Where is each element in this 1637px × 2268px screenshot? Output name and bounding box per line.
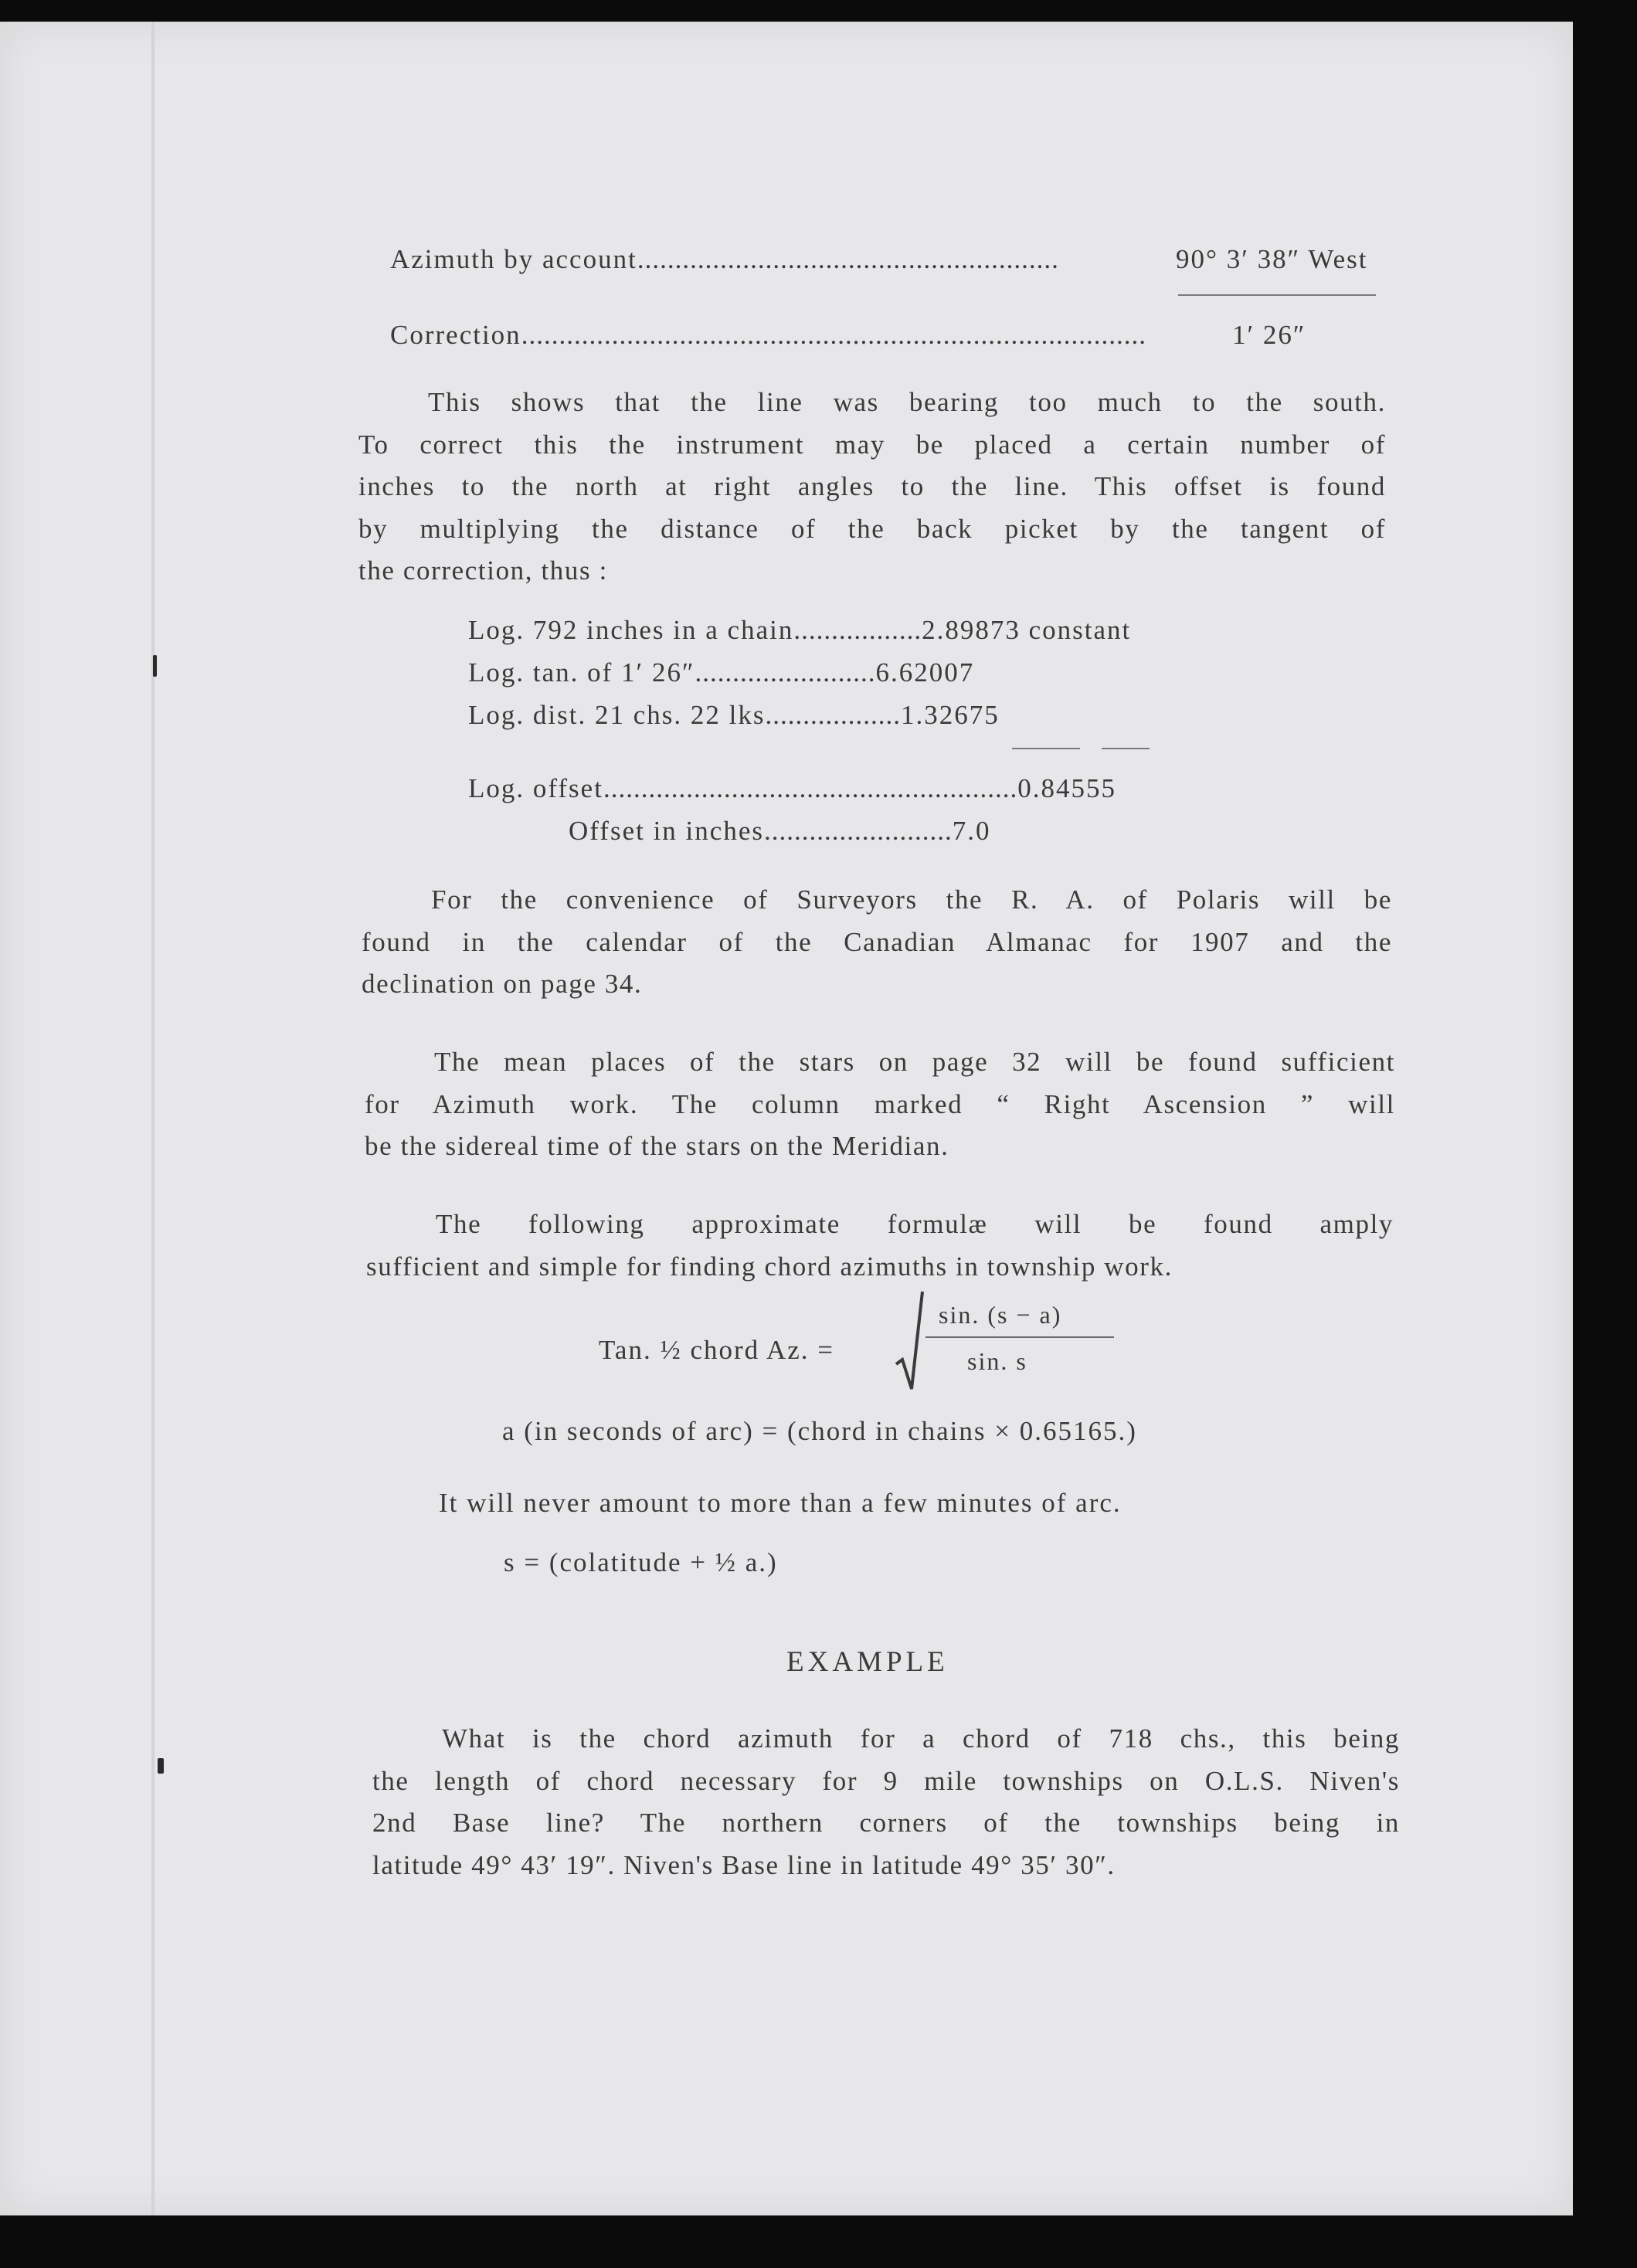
- paragraph-line: For the convenience of Surveyors the R. A. of Polaris will be: [431, 884, 1392, 915]
- correction-label: Correction: [390, 320, 521, 350]
- paragraph-line: The following approximate formulæ will be found amply: [436, 1209, 1394, 1239]
- azimuth-label: Azimuth by account: [390, 244, 637, 274]
- log-row-dots: ........................: [695, 657, 876, 688]
- paragraph-line: 2nd Base line? The northern corners of the townships being in: [372, 1808, 1400, 1838]
- formula-note: It will never amount to more than a few minutes of arc.: [439, 1488, 1122, 1518]
- formula-lhs: Tan. ½ chord Az. =: [599, 1335, 835, 1365]
- book-page: [0, 22, 1573, 2215]
- log-row-value: 2.89873 constant: [922, 615, 1132, 645]
- offset-inches-label: Offset in inches: [569, 816, 764, 846]
- paragraph-line: by multiplying the distance of the back picket by the tangent of: [358, 513, 1386, 544]
- formula-denominator: sin. s: [967, 1347, 1027, 1375]
- paragraph-line: declination on page 34.: [362, 969, 643, 999]
- margin-speck: [158, 1758, 164, 1774]
- example-heading: EXAMPLE: [786, 1646, 949, 1678]
- sum-rule-right: [1102, 748, 1150, 749]
- formula-numerator: sin. (s − a): [939, 1301, 1062, 1329]
- fraction-bar: [925, 1336, 1114, 1338]
- log-row-label: Log. 792 inches in a chain: [468, 615, 794, 645]
- log-row: [468, 659, 974, 686]
- correction-dots: ...................................................................................: [521, 320, 1146, 350]
- margin-speck: [153, 655, 157, 677]
- log-row-dots: ..................: [765, 700, 901, 730]
- paragraph-line: To correct this the instrument may be placed a certain number of: [358, 429, 1386, 460]
- paragraph-line: The mean places of the stars on page 32 will be found sufficient: [434, 1047, 1395, 1077]
- log-offset-label: Log. offset: [468, 773, 603, 803]
- correction-line: [390, 321, 1146, 348]
- paragraph-formulae: [366, 1204, 1394, 1288]
- paragraph-line: the correction, thus :: [358, 555, 608, 586]
- page-fold: [151, 22, 155, 2215]
- example-paragraph: [372, 1718, 1400, 1886]
- log-row-value: 1.32675: [900, 700, 1000, 730]
- paragraph-line: be the sidereal time of the stars on the Meridian.: [365, 1131, 949, 1161]
- paragraph-line: sufficient and simple for finding chord azimuths in township work.: [366, 1251, 1173, 1282]
- paragraph-offset: [358, 382, 1386, 592]
- log-offset-dots: .......................................................: [603, 773, 1018, 803]
- paragraph-line: inches to the north at right angles to the line. This offset is found: [358, 471, 1386, 501]
- offset-inches-dots: .........................: [763, 816, 953, 846]
- log-offset-value: 0.84555: [1017, 773, 1116, 803]
- paragraph-polaris: [362, 879, 1392, 1006]
- log-row: [468, 701, 1000, 728]
- paragraph-line: This shows that the line was bearing too much to the south.: [428, 387, 1386, 417]
- paragraph-mean-places: [365, 1041, 1395, 1168]
- log-row-label: Log. dist. 21 chs. 22 lks: [468, 700, 766, 730]
- log-offset-line: [468, 775, 1116, 802]
- azimuth-value: 90° 3′ 38″ West: [1176, 244, 1368, 274]
- log-row-value: 6.62007: [875, 657, 975, 688]
- sum-rule-left: [1012, 748, 1080, 749]
- azimuth-dots: ........................................................: [637, 244, 1059, 274]
- offset-inches-line: [569, 817, 990, 844]
- paragraph-line: found in the calendar of the Canadian Almanac for 1907 and the: [362, 926, 1392, 957]
- formula-a-line: a (in seconds of arc) = (chord in chains × 0.65165.): [502, 1416, 1137, 1446]
- paragraph-line: latitude 49° 43′ 19″. Niven's Base line in latitude 49° 35′ 30″.: [372, 1849, 1116, 1880]
- correction-value: 1′ 26″: [1232, 320, 1306, 350]
- log-row-dots: .................: [793, 615, 922, 645]
- paragraph-line: for Azimuth work. The column marked “ Right Ascension ” will: [365, 1088, 1395, 1119]
- log-row: [468, 616, 1131, 643]
- offset-inches-value: 7.0: [952, 816, 991, 846]
- log-row-label: Log. tan. of 1′ 26″: [468, 657, 695, 688]
- paragraph-line: the length of chord necessary for 9 mile townships on O.L.S. Niven's: [372, 1765, 1400, 1796]
- azimuth-line: [390, 246, 1059, 273]
- paragraph-line: What is the chord azimuth for a chord of 718 chs., this being: [442, 1723, 1400, 1754]
- formula-s-line: s = (colatitude + ½ a.): [504, 1547, 778, 1577]
- azimuth-rule: [1178, 294, 1376, 296]
- square-root-icon: [895, 1288, 925, 1397]
